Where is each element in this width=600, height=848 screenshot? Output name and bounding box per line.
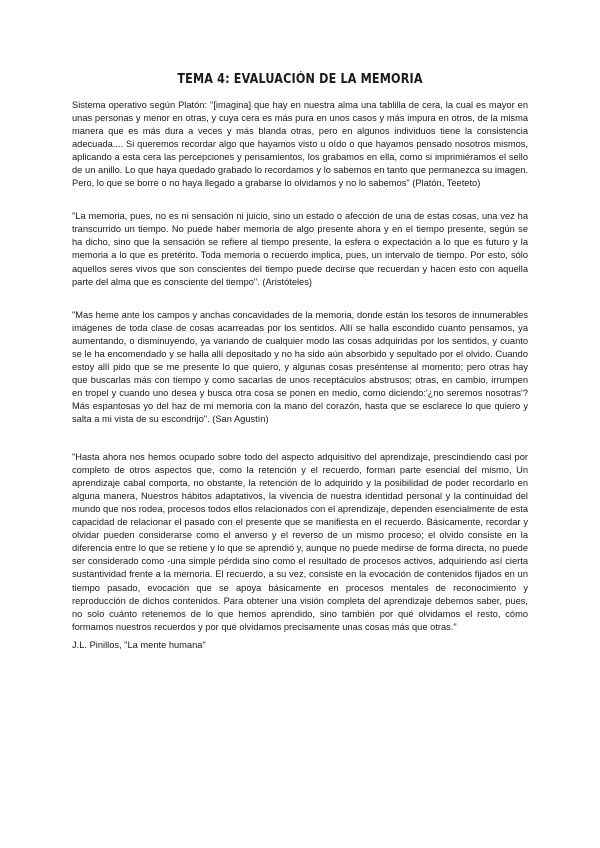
source-citation: J.L. Pinillos, "La mente humana" bbox=[72, 639, 206, 650]
paragraph-pinillos: "Hasta ahora nos hemos ocupado sobre todo del aspecto adquisitivo del aprendizaje, prescindiendo casi por completo de otros aspectos que, como la retención y el recuerdo, forman parte esencial del mismo, Un aprendizaje cabal comporta, no obstante, la retención de lo adquirido y la posibilidad de poder recordarlo en alguna manera, Nuestros hábitos adaptativos, la vivencia de nuestra identidad personal y la continuidad del mundo que nos rodea, procesos todos ellos relacionados con el aprendizaje, dependen esencialmente de esta capacidad de relacionar el pasado con el presente que se manifiesta en el recuerdo. Básicamente, recordar y olvidar pueden considerarse como el anverso y el reverso de un mismo proceso; el olvido consiste en la diferencia entre lo que se retiene y lo que se aprendió y, aunque no puede medirse de forma directa, no puede ser considerado como -una simple pérdida sino como el resultado de procesos activos, adquiriendo así cierta sustantividad frente a la memoria. El recuerdo, a su vez, consiste en la evocación de contenidos fijados en un tiempo pasado, evocación que se apoya básicamente en procesos mentales de reconocimiento y reproducción de dichos contenidos. Para obtener una visión completa del aprendizaje debemos saber, pues, no solo cuánto retenemos de lo que hemos aprendido, sino también por qué olvidamos el resto, cómo formamos nuestros recuerdos y por qué olvidamos precisamente unas cosas más que otras." bbox=[72, 452, 528, 632]
paragraph-platon: Sistema operativo según Platón: "[imagina] que hay en nuestra alma una tablilla de cera, la cual es mayor en unas personas y menor en otras, y cuya cera es más pura en unos casos y más impura en otros, de la misma manera que es más dura a veces y más blanda otras, pero en algunos individuos tiene la consistencia adecuada.... Si queremos recordar algo que hayamos visto u oído o que hayamos pensado nosotros mismos, aplicando a esta cera las percepciones y pensamientos, los grabamos en ella, como si imprimiéramos el sello de un anillo. Lo que haya quedado grabado lo recordamos y lo sabemos en tanto que permanezca su imagen. Pero, lo que se borre o no haya llegado a grabarse lo olvidamos y no lo sabemos" (Platón, Teeteto) bbox=[72, 100, 528, 189]
paragraph-aristoteles: "La memoria, pues, no es ni sensación ni juicio, sino un estado o afección de una de estas cosas, una vez ha transcurrido un tiempo. No puede haber memoria de algo presente ahora y en el tiempo presente, según se ha dicho, sino que la sensación se refiere al tiempo presente, la esfera o expectación a lo que es futuro y la memoria a lo que es pretérito. Toda memoria o recuerdo implica, pues, un intervalo de tiempo. Por esto, sólo aquellos seres vivos que son conscientes del tiempo puede decirse que recuerdan y hacen esto con aquella parte del alma que es consciente del tiempo". (Aristóteles) bbox=[72, 211, 528, 287]
paragraph-san-agustin: "Mas heme ante los campos y anchas concavidades de la memoria, donde están los tesoros de innumerables imágenes de toda clase de cosas acarreadas por los sentidos. Allí se halla escondido cuanto pensamos, ya aumentando, o disminuyendo, ya variando de cualquier modo las cosas adquiridas por los sentidos, y cuanto se le ha encomendado y se halla allí depositado y no ha sido aún absorbido y sepultado por el olvido. Cuando estoy allí pido que se me presente lo que quiero, y algunas cosas preséntense al momento; pero otras hay que buscarlas más con tiempo y como sacarlas de unos receptáculos abstrusos; otras, en cambio, irrumpen en tropel y cuando uno desea y busca otra cosa se ponen en medio, como diciendo:'¿no seremos nosotras'? Más espantosas yo del haz de mi memoria con la mano del corazón, hasta que se esclarece lo que quiero y salta a mi vista de su escondrijo". (San Agustín) bbox=[72, 309, 528, 424]
page-title: TEMA 4: EVALUACIÓN DE LA MEMORIA bbox=[177, 72, 423, 87]
